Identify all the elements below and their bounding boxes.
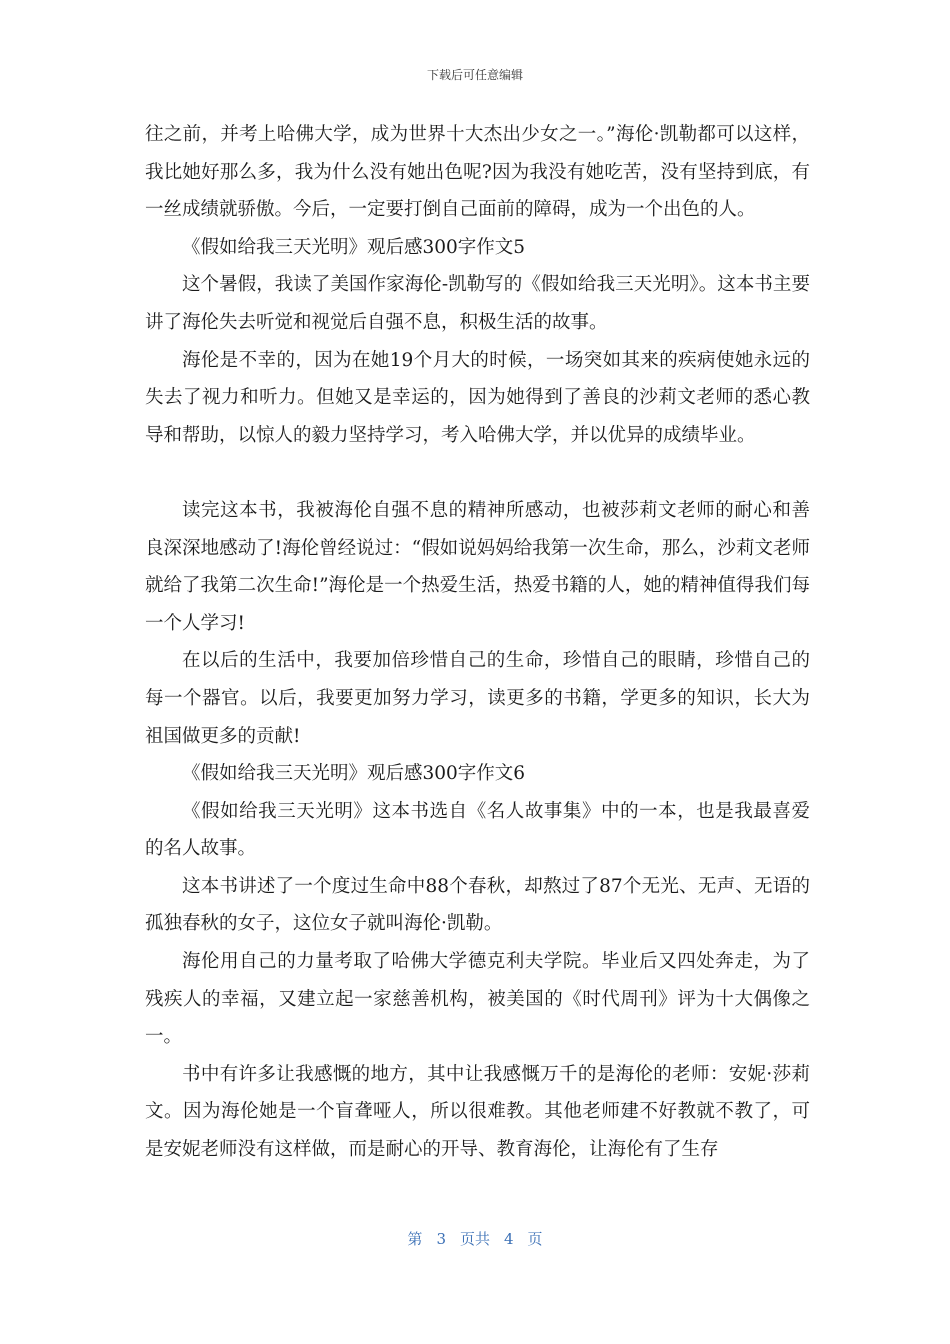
body-text (145, 116, 810, 1169)
section-heading: 《假如给我三天光明》观后感300字作文5 (182, 236, 526, 258)
paragraph: 这本书讲述了一个度过生命中88个春秋，却熬过了87个无光、无声、无语的孤独春秋的女子，这位女子就叫海伦·凯勒。 (145, 875, 810, 935)
section-heading: 《假如给我三天光明》观后感300字作文6 (182, 763, 526, 785)
page-number-footer (0, 1228, 950, 1249)
paragraph: 往之前，并考上哈佛大学，成为世界十大杰出少女之一。”海伦·凯勒都可以这样，我比她好那么多，我为什么没有她出色呢?因为我没有她吃苦，没有坚持到底，有一丝成绩就骄傲。今后，一定要打倒自己面前的障碍，成为一个出色的人。 (145, 124, 810, 221)
total-page-number: 4 (504, 1230, 514, 1248)
page-header: 下载后可任意编辑 (426, 68, 523, 82)
paragraph: 海伦用自己的力量考取了哈佛大学德克利夫学院。毕业后又四处奔走，为了残疾人的幸福，又建立起一家慈善机构，被美国的《时代周刊》评为十大偶像之一。 (145, 951, 810, 1048)
paragraph: 读完这本书，我被海伦自强不息的精神所感动，也被莎莉文老师的耐心和善良深深地感动了!海伦曾经说过：“假如说妈妈给我第一次生命，那么，沙莉文老师就给了我第二次生命!”海伦是一个热爱生活，热爱书籍的人，她的精神值得我们每一个人学习! (145, 499, 810, 634)
paragraph: 在以后的生活中，我要加倍珍惜自己的生命，珍惜自己的眼睛，珍惜自己的每一个器官。以后，我要更加努力学习，读更多的书籍，学更多的知识，长大为祖国做更多的贡献! (145, 650, 810, 747)
footer-prefix: 第 (407, 1230, 423, 1248)
footer-mid: 页共 (459, 1230, 490, 1248)
current-page-number: 3 (436, 1230, 446, 1248)
paragraph: 《假如给我三天光明》这本书选自《名人故事集》中的一本，也是我最喜爱的名人故事。 (145, 800, 810, 860)
paragraph: 书中有许多让我感慨的地方，其中让我感慨万千的是海伦的老师：安妮·莎莉文。因为海伦她是一个盲聋哑人，所以很难教。其他老师建不好教就不教了，可是安妮老师没有这样做，而是耐心的开导、教育海伦，让海伦有了生存 (145, 1063, 810, 1161)
paragraph: 海伦是不幸的，因为在她19个月大的时候，一场突如其来的疾病使她永远的失去了视力和听力。但她又是幸运的，因为她得到了善良的沙莉文老师的悉心教导和帮助，以惊人的毅力坚持学习，考入哈佛大学，并以优异的成绩毕业。 (145, 349, 810, 446)
footer-suffix: 页 (527, 1230, 543, 1248)
paragraph: 这个暑假，我读了美国作家海伦-凯勒写的《假如给我三天光明》。这本书主要讲了海伦失去听觉和视觉后自强不息，积极生活的故事。 (145, 274, 810, 333)
